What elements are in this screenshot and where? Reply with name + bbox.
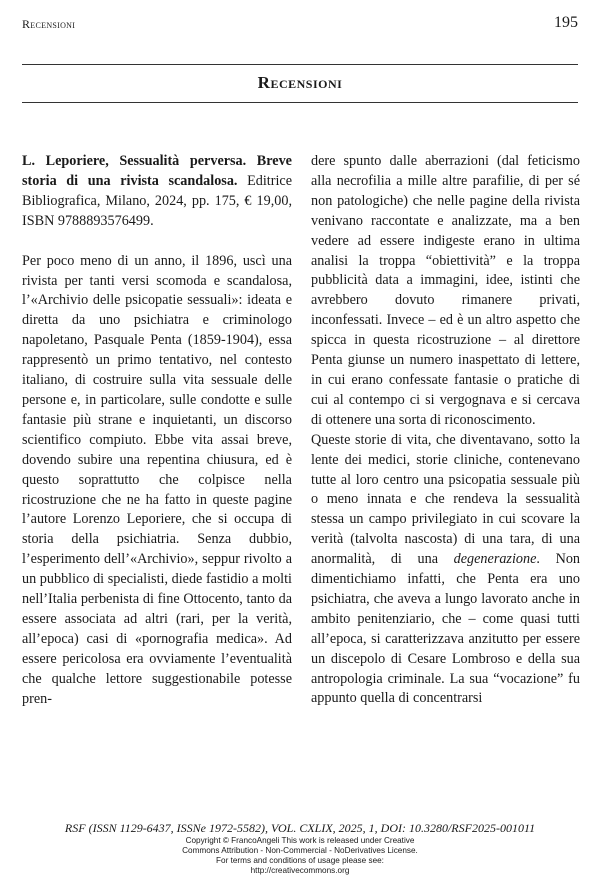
license-line-1: Copyright © FrancoAngeli This work is released under Creative	[185, 836, 415, 845]
book-reference: L. Leporiere, Sessualità perversa. Breve storia di una rivista scandalosa. Editrice Bibliografica, Milano, 2024, pp. 175, € 19,00, ISBN 9788893576499.	[22, 153, 292, 229]
review-paragraph-2	[311, 431, 580, 710]
license-line-2: Commons Attribution - Non-Commercial - NoDerivatives License.	[182, 846, 418, 855]
review-paragraph-1: Per poco meno di un anno, il 1896, uscì una rivista per tanti versi scomoda e scandalosa, l’«Archivio delle psicopatie sessuali»: ideata e diretta da uno psichiatra e criminologo napoletano, Pasquale Penta (1859-1904), essa rappresentò un primo tentativo, nel contesto italiano, di costruire sulla vita sessuale delle persone e, in particolare, sulle condotte e sulle fantasie più strane e inquietanti, un discorso scientifico compiuto. Ebbe vita assai breve, dovendo subire una repentina chiusura, ed è questo soprattutto che colpisce nella ricostruzione che ne ha fatto in queste pagine l’autore Lorenzo Leporiere, che si occupa di storia della psichiatria. Senza dubbio, l’esperimento dell’«Archivio», seppur rivolto a un pubblico di specialisti, diede fastidio a molti nell’Italia perbenista di fine Ottocento, tanto da essere associata ad altri (rari, per la verità, all’epoca) casi di «pornografia medica». Ad essere pericolosa era ovviamente l’eventualità che qualche lettore suggestionabile potesse pren-	[22, 252, 292, 707]
section-title: Recensioni	[257, 73, 343, 92]
right-column	[311, 152, 580, 709]
license-line-3: For terms and conditions of usage please see:	[216, 856, 384, 865]
book-details: Editrice Bibliografica, Milano, 2024, pp. 175, € 19,00, ISBN 9788893576499.	[22, 172, 292, 229]
license-link[interactable]: http://creativecommons.org	[250, 866, 350, 875]
review-paragraph-1-continued: dere spunto dalle aberrazioni (dal feticismo alla necrofilia a mille altre parafilie, di per sé non patologiche) che nelle pagine della rivista venivano raccontate e analizzate, ma a ben vedere ad essere indigeste erano in ultima analisi la troppa “obiettività” e la troppa pubblicità data a immagini, idee, istinti che avrebbero dovuto rimanere privati, inconfessati. Invece – ed è un altro aspetto che spicca in questa ricostruzione – al direttore Penta giunse un numero inaspettato di lettere, in cui erano confessate fantasie o pratiche di cui al contempo ci si vergognava e si cercava di ottenere una sorta di riconoscimento.	[311, 153, 580, 428]
book-title: Sessualità perversa. Breve storia di una rivista scandalosa.	[22, 153, 292, 189]
emphasis-degenerazione: degenerazione	[453, 551, 537, 568]
top-rule	[22, 64, 578, 65]
journal-citation: RSF (ISSN 1129-6437, ISSNe 1972-5582), VOL. CXLIX, 2025, 1, DOI: 10.3280/RSF2025-001011	[64, 821, 536, 835]
section-rule	[22, 102, 578, 103]
running-head-title: Recensioni	[22, 17, 76, 31]
book-author: L. Leporiere	[22, 153, 106, 169]
footer	[0, 821, 600, 876]
page-number: 195	[554, 14, 578, 31]
left-column	[22, 152, 292, 709]
paragraph-2-text-b: . Non dimentichiamo infatti, che Penta era uno psichiatra, che aveva a lungo lavorato anche in ambito penitenziario, che – come quasi tutti all’epoca, si caratterizzava anzitutto per essere un discepolo di Cesare Lombroso e della sua antropologia criminale. La sua “vocazione” fu appunto quella di concentrarsi	[311, 551, 581, 707]
running-head	[22, 14, 578, 34]
paragraph-2-text-a: Queste storie di vita, che diventavano, sotto la lente dei medici, storie cliniche, contenevano tutte al loro centro una psicopatia sessuale più o meno innata e che rendeva la sessualità stessa un campo privilegiato in cui scovare la verità (talvolta nascosta) di una tara, di una anormalità, di una	[311, 431, 580, 568]
